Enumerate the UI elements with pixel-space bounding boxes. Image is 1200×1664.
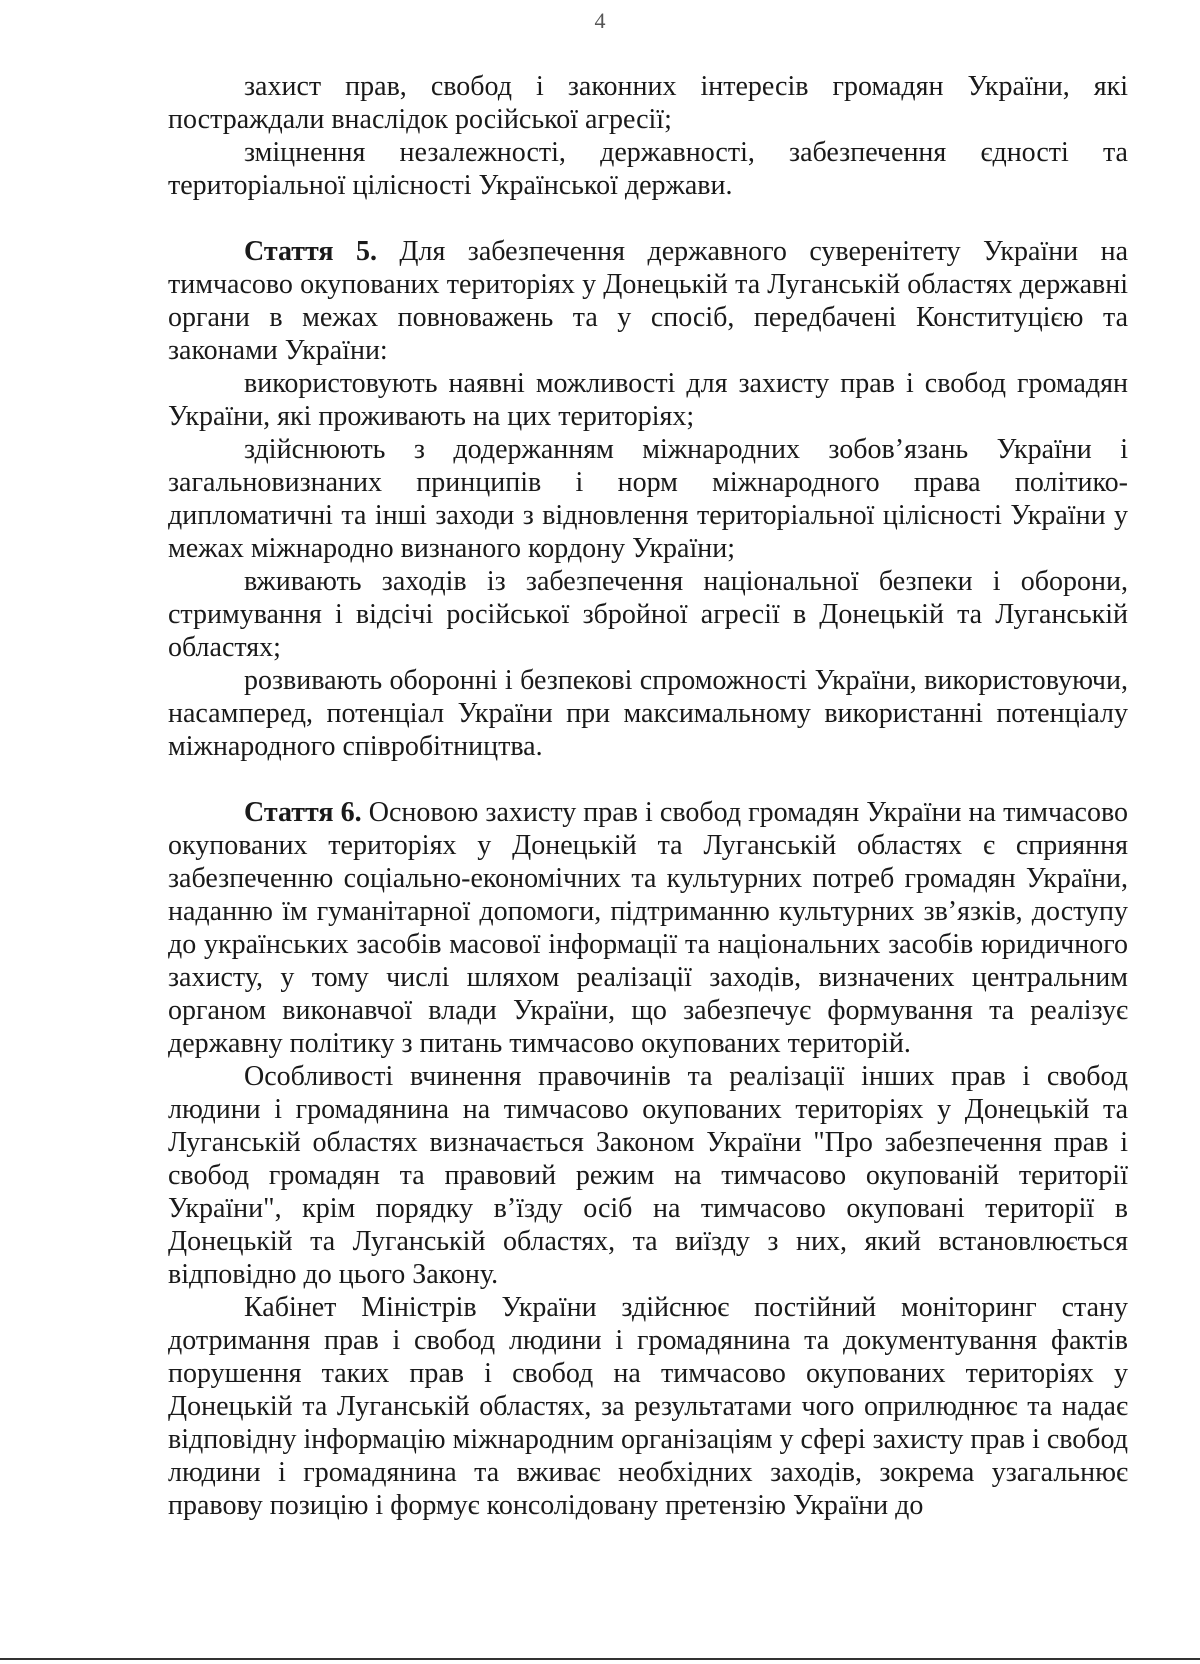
article-6-text: Основою захисту прав і свобод громадян України на тимчасово окупованих територіях у Донецькій та Луганській областях є сприяння забезпеченню соціально-економічних та культурних потреб громадян України, наданню їм гуманітарної допомоги, підтриманню культурних зв’язків, доступу до українських засобів масової інформації та національних засобів юридичного захисту, у тому числі шляхом реалізації заходів, визначених центральним органом виконавчої влади України, що забезпечує формування та реалізує державну політику з питань тимчасово окупованих територій.: [168, 797, 1128, 1059]
article-6-title: Стаття 6.: [244, 797, 362, 828]
document-body: [168, 70, 1128, 1522]
bottom-divider: [0, 1658, 1200, 1660]
paragraph-use-capabilities: використовують наявні можливості для захисту прав і свобод громадян України, які проживають на цих територіях;: [168, 368, 1128, 432]
paragraph-diplomatic-measures: здійснюють з додержанням міжнародних зобов’язань України і загальновизнаних принципів і норм міжнародного права політико-дипломатичні та інші заходи з відновлення територіальної цілісності України у межах міжнародно визнаного кордону України;: [168, 434, 1128, 564]
paragraph-national-security: вживають заходів із забезпечення національної безпеки і оборони, стримування і відсічі російської збройної агресії в Донецькій та Луганській областях;: [168, 566, 1128, 663]
page-number: 4: [594, 8, 606, 33]
paragraph-transactions-specifics: Особливості вчинення правочинів та реалізації інших прав і свобод людини і громадянина на тимчасово окупованих територіях у Донецькій та Луганській областях визначається Законом України "Про забезпечення прав і свобод громадян та правовий режим на тимчасово окупованій території України", крім порядку в’їзду осіб на тимчасово окуповані території в Донецькій та Луганській областях, та виїзду з них, який встановлюється відповідно до цього Закону.: [168, 1061, 1128, 1290]
article-5-text: Для забезпечення державного суверенітету України на тимчасово окупованих територіях у Донецькій та Луганській областях державні органи в межах повноважень та у спосіб, передбачені Конституцією та законами України:: [168, 236, 1129, 366]
article-6: [168, 796, 1128, 1060]
paragraph-cabinet-monitoring: Кабінет Міністрів України здійснює постійний моніторинг стану дотримання прав і свобод людини і громадянина та документування фактів порушення таких прав і свобод на тимчасово окупованих територіях у Донецькій та Луганській областях, за результатами чого оприлюднює та надає відповідну інформацію міжнародним організаціям у сфері захисту прав і свобод людини і громадянина та вживає необхідних заходів, зокрема узагальнює правову позицію і формує консолідовану претензію України до: [168, 1292, 1128, 1521]
paragraph-protection-of-rights: захист прав, свобод і законних інтересів громадян України, які постраждали внаслідок російської агресії;: [168, 71, 1128, 135]
paragraph-strengthening-independence: зміцнення незалежності, державності, забезпечення єдності та територіальної цілісності Української держави.: [168, 137, 1128, 201]
article-5: [168, 235, 1128, 367]
paragraph-defense-capabilities: розвивають оборонні і безпекові спроможності України, використовуючи, насамперед, потенціал України при максимальному використанні потенціалу міжнародного співробітництва.: [168, 665, 1128, 762]
article-5-title: Стаття 5.: [244, 236, 377, 267]
